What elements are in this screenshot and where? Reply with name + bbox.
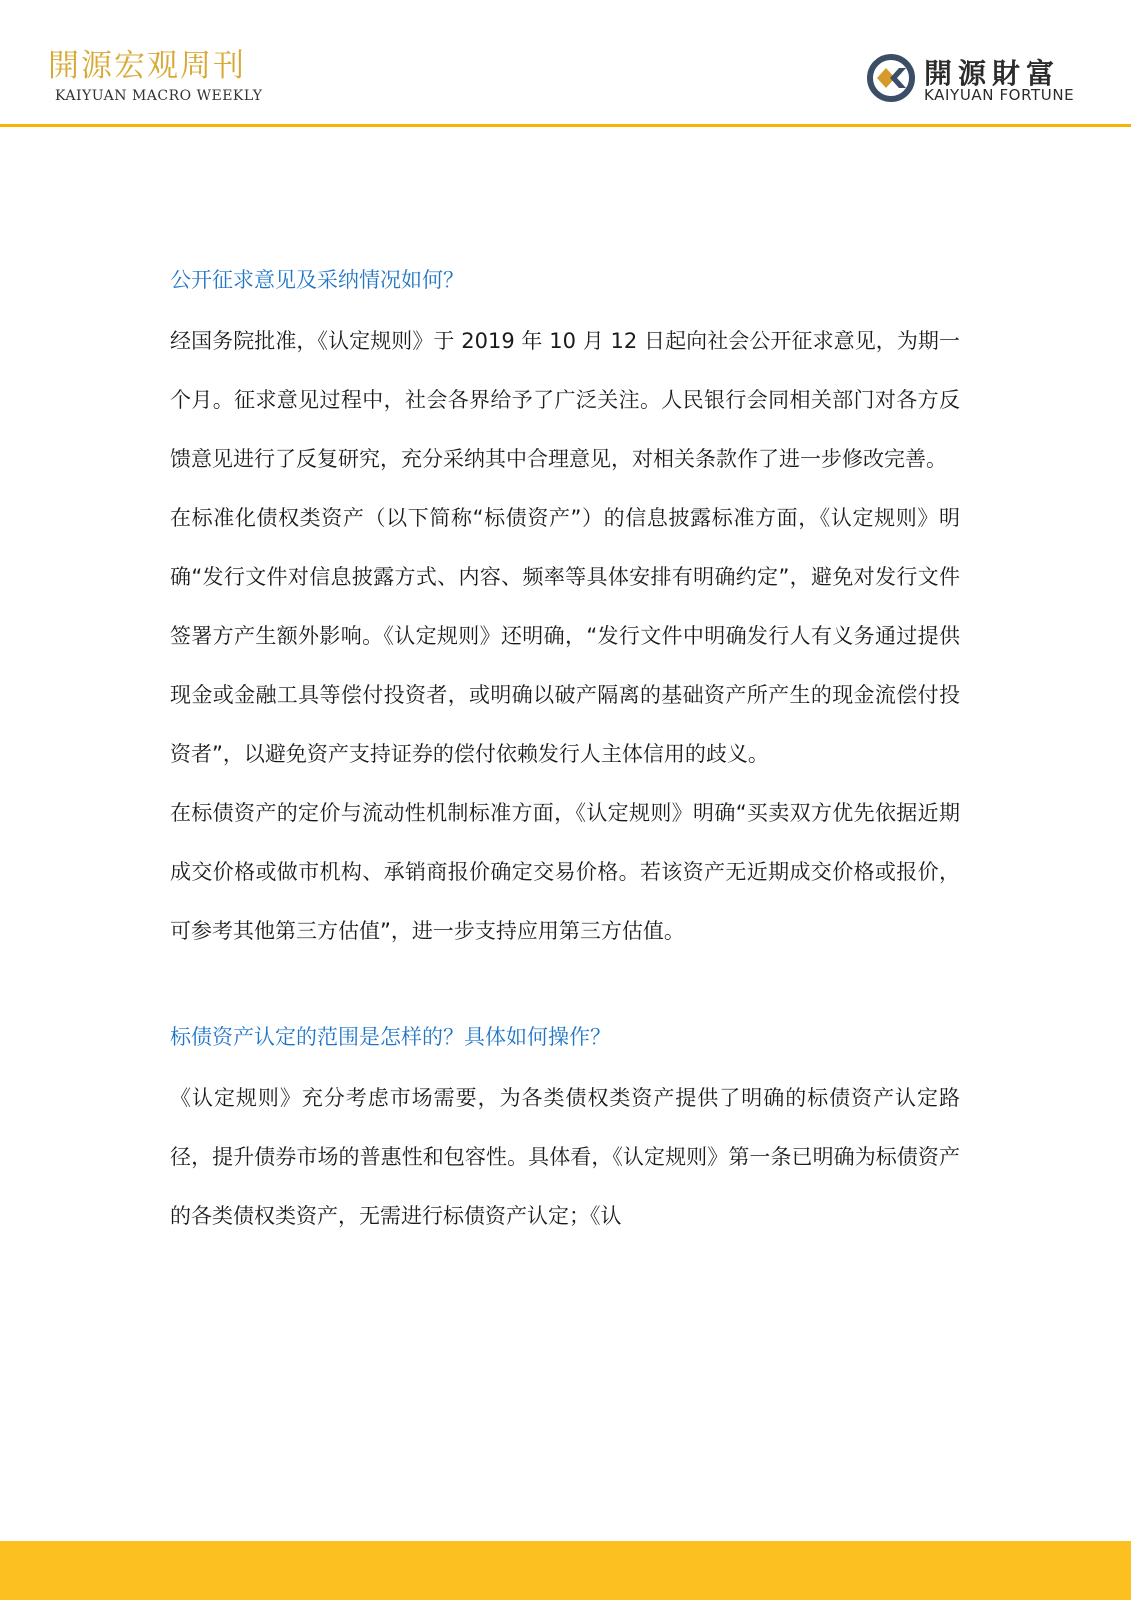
brand-logo <box>866 50 1126 106</box>
publication-subtitle: KAIYUAN MACRO WEEKLY <box>55 88 263 104</box>
publication-title: 開源宏观周刊 <box>48 48 246 84</box>
section-heading: 公开征求意见及采纳情况如何？ <box>170 268 464 292</box>
paragraph: 《认定规则》充分考虑市场需要，为各类债权类资产提供了明确的标债资产认定路径，提升债券市场的普惠性和包容性。具体看，《认定规则》第一条已明确为标债资产的各类债权类资产，无需进行标债资产认定；《认 <box>170 1086 960 1228</box>
article-body <box>170 262 960 1246</box>
paragraph: 经国务院批准，《认定规则》于 2019 年 10 月 12 日起向社会公开征求意见，为期一个月。征求意见过程中，社会各界给予了广泛关注。人民银行会同相关部门对各方反馈意见进行了反复研究，充分采纳其中合理意见，对相关条款作了进一步修改完善。 <box>170 329 960 471</box>
brand-name-cn: 開源財富 <box>924 57 1061 90</box>
kaiyuan-logo-icon <box>866 53 916 103</box>
page-header <box>0 0 1131 126</box>
paragraph: 在标准化债权类资产（以下简称“标债资产”）的信息披露标准方面，《认定规则》明确“发行文件对信息披露方式、内容、频率等具体安排有明确约定”，避免对发行文件签署方产生额外影响。《认定规则》还明确，“发行文件中明确发行人有义务通过提供现金或金融工具等偿付投资者，或明确以破产隔离的基础资产所产生的现金流偿付投资者”，以避免资产支持证券的偿付依赖发行人主体信用的歧义。 <box>170 506 960 766</box>
footer-band <box>0 1541 1131 1600</box>
header-divider <box>0 124 1131 127</box>
brand-name-en: KAIYUAN FORTUNE <box>924 86 1075 104</box>
section-heading: 标债资产认定的范围是怎样的？具体如何操作？ <box>170 1025 611 1049</box>
paragraph: 在标债资产的定价与流动性机制标准方面，《认定规则》明确“买卖双方优先依据近期成交价格或做市机构、承销商报价确定交易价格。若该资产无近期成交价格或报价，可参考其他第三方估值”，进一步支持应用第三方估值。 <box>170 801 960 943</box>
